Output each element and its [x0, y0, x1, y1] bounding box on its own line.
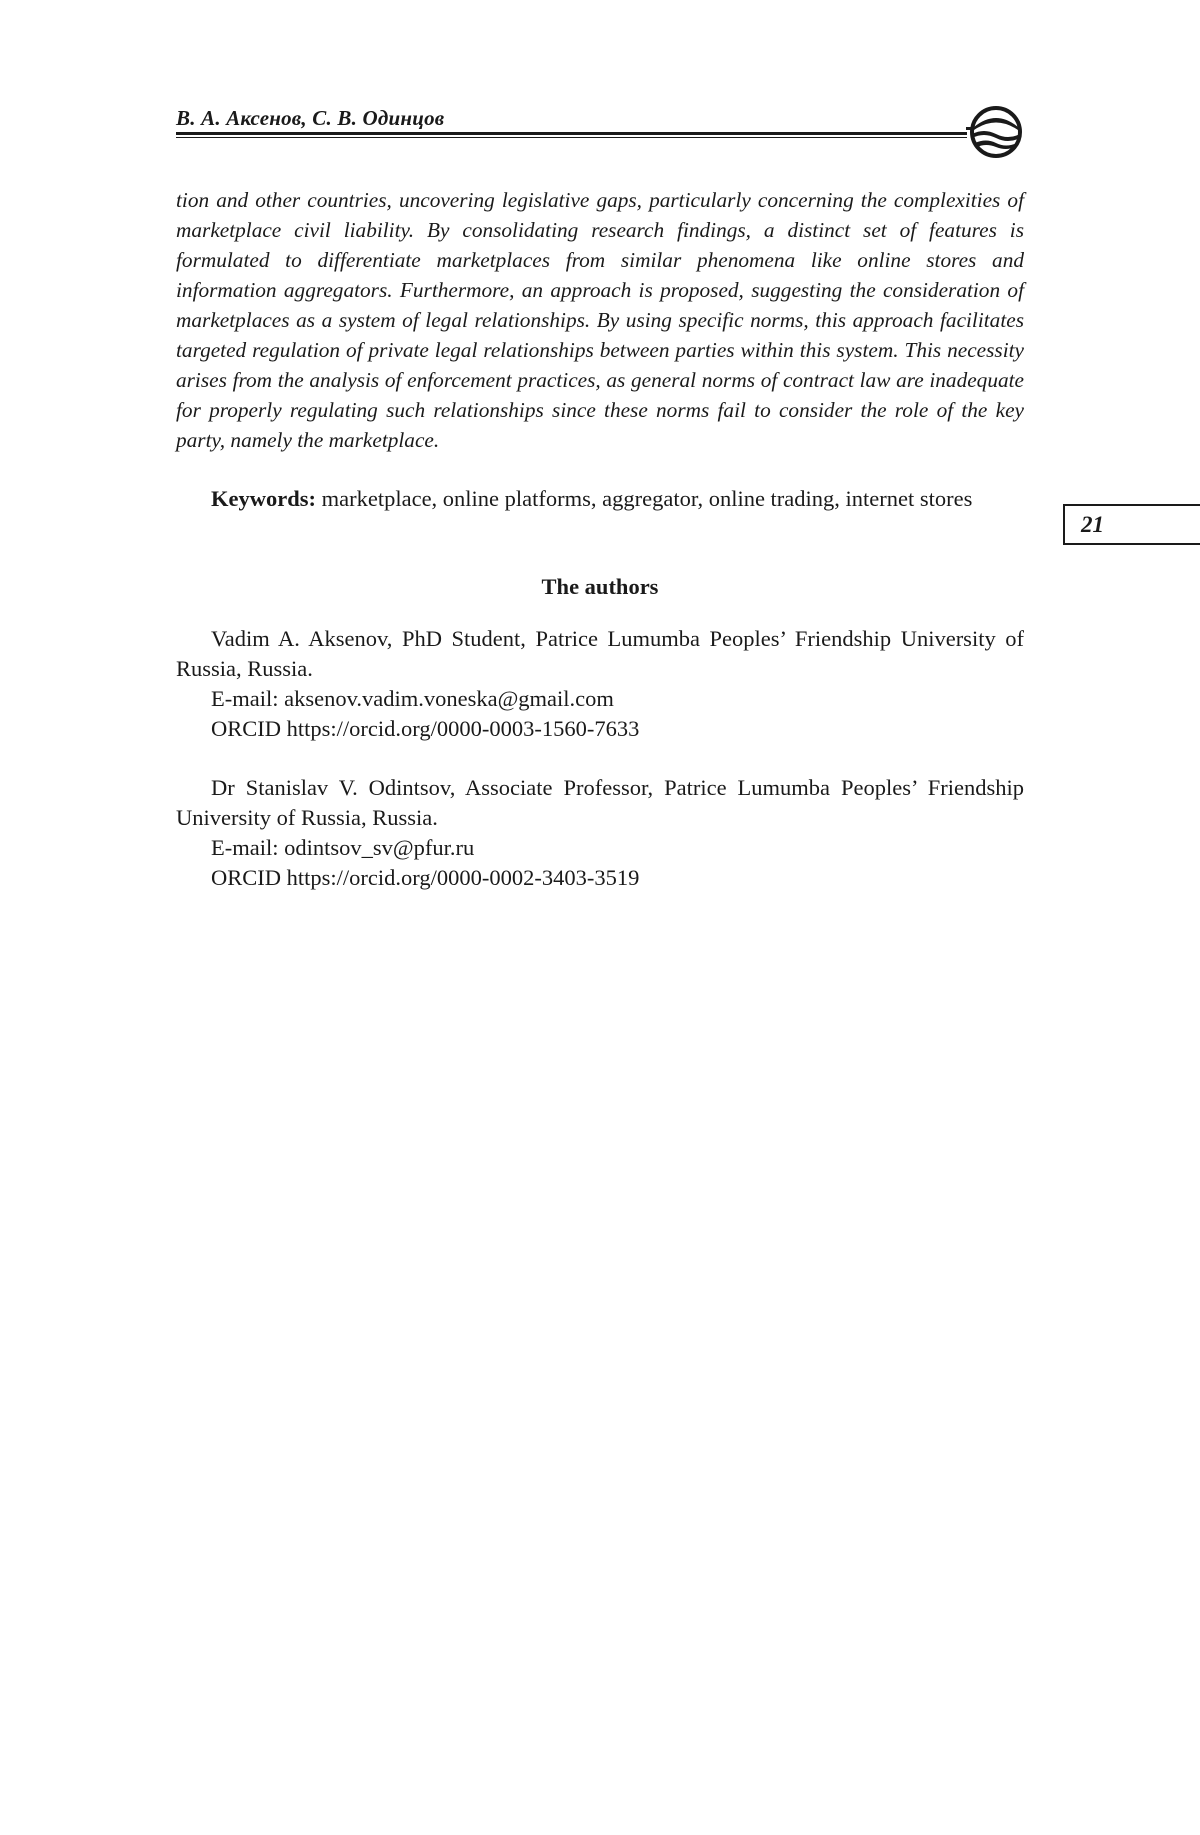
page-number: 21 [1081, 512, 1104, 537]
author-description: Vadim A. Aksenov, PhD Student, Patrice Lumumba Peoples’ Friendship University of Russia, Russia. [176, 626, 1024, 681]
abstract-text: tion and other countries, uncovering legislative gaps, particularly concerning the complexities of marketplace civil liability. By consolidating research findings, a distinct set of features is formulated to differentiate marketplaces from similar phenomena like online stores and information aggregators. Furthermore, an approach is proposed, suggesting the consideration of marketplaces as a system of legal relationships. By using specific norms, this approach facilitates targeted regulation of private legal relationships between parties within this system. This necessity arises from the analysis of enforcement practices, as general norms of contract law are inadequate for properly regulating such relationships since these norms fail to consider the role of the key party, namely the marketplace. [176, 188, 1024, 452]
running-head: В. А. Аксенов, С. В. Одинцов [176, 106, 445, 130]
author-description: Dr Stanislav V. Odintsov, Associate Professor, Patrice Lumumba Peoples’ Friendship University of Russia, Russia. [176, 775, 1024, 830]
author-orcid: ORCID https://orcid.org/0000-0002-3403-3519 [211, 865, 640, 890]
keywords-label: Keywords: [211, 486, 316, 511]
keywords-paragraph [176, 484, 1024, 514]
keywords-text: marketplace, online platforms, aggregator, online trading, internet stores [321, 486, 973, 511]
header-rule-thin [176, 137, 967, 138]
author-entry [176, 624, 1024, 744]
author-email: E-mail: odintsov_sv@pfur.ru [211, 835, 475, 860]
header-rule-thick [176, 132, 967, 135]
journal-wave-logo-icon [966, 103, 1026, 161]
author-email: E-mail: aksenov.vadim.voneska@gmail.com [211, 686, 614, 711]
authors-heading: The authors [541, 574, 659, 599]
author-orcid: ORCID https://orcid.org/0000-0003-1560-7633 [211, 716, 640, 741]
author-entry [176, 773, 1024, 893]
page-number-box [1063, 504, 1200, 545]
